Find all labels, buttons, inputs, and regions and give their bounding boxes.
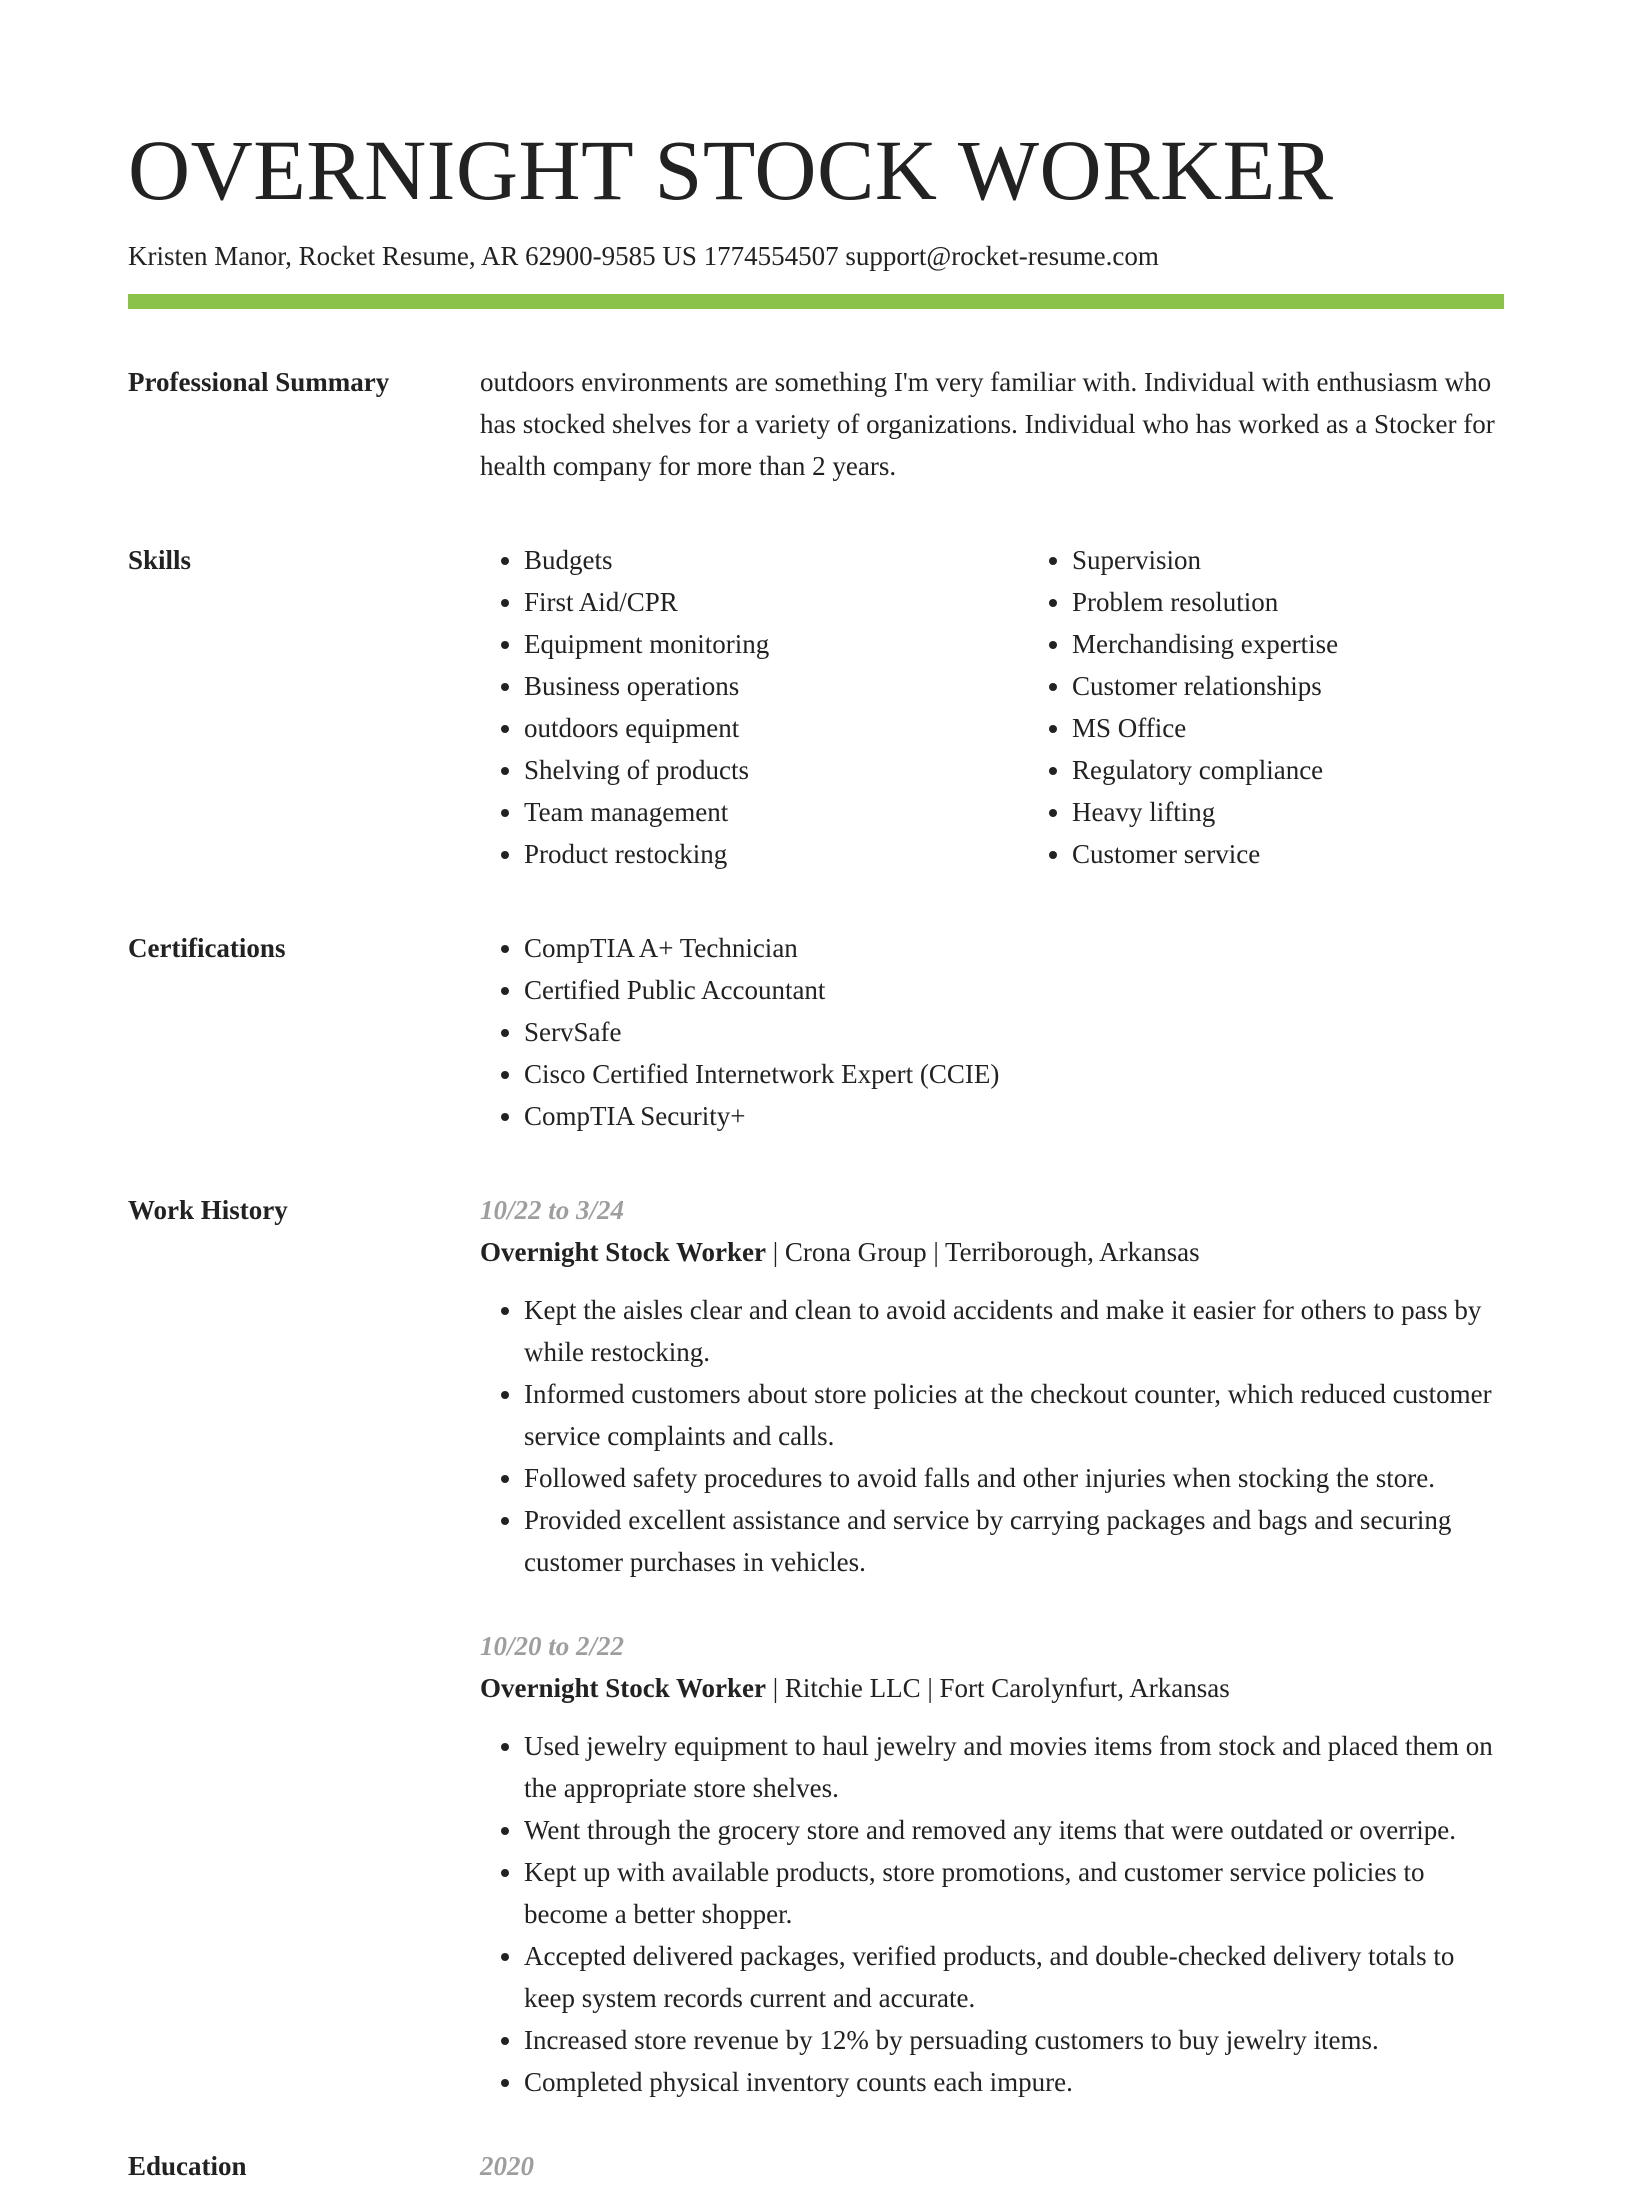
job-bullet: • Kept the aisles clear and clean to avoid accidents and make it easier for others to pass by while restocking. [524, 1289, 1504, 1373]
job-bullet: • Went through the grocery store and removed any items that were outdated or overripe. [524, 1809, 1504, 1851]
skill-item: • Equipment monitoring [524, 623, 1028, 665]
job-bullet: • Provided excellent assistance and service by carrying packages and bags and securing customer purchases in vehicles. [524, 1499, 1504, 1583]
job-bullet: • Kept up with available products, store promotions, and customer service policies to become a better shopper. [524, 1851, 1504, 1935]
job-bullet: • Accepted delivered packages, verified products, and double-checked delivery totals to keep system records current and accurate. [524, 1935, 1504, 2019]
summary-text: outdoors environments are something I'm very familiar with. Individual with enthusiasm who has stocked shelves for a variety of organizations. Individual who has worked as a Stocker for health company for more than 2 years. [480, 367, 1495, 481]
skill-item: • Product restocking [524, 833, 1028, 875]
section-label-summary: Professional Summary [128, 367, 390, 397]
education-section [128, 2145, 1504, 2187]
skills-list-left [480, 539, 1028, 875]
accent-divider [128, 294, 1504, 309]
job-entry [480, 1189, 1504, 1583]
job-bullet: • Completed physical inventory counts each impure. [524, 2061, 1504, 2103]
skill-item: • Heavy lifting [1072, 791, 1576, 833]
job-bullet: • Increased store revenue by 12% by persuading customers to buy jewelry items. [524, 2019, 1504, 2061]
skill-item: • Business operations [524, 665, 1028, 707]
education-dates: 2020 [480, 2151, 534, 2181]
skill-item: • Merchandising expertise [1072, 623, 1576, 665]
skill-item: • Team management [524, 791, 1028, 833]
summary-section [128, 361, 1504, 487]
skill-item: • Problem resolution [1072, 581, 1576, 623]
work-history-section [128, 1189, 1504, 2145]
job-dates: 10/22 to 3/24 [480, 1195, 625, 1225]
skills-list-right [1028, 539, 1576, 875]
job-dates: 10/20 to 2/22 [480, 1631, 625, 1661]
skill-item: • Shelving of products [524, 749, 1028, 791]
job-bullet: • Informed customers about store policies at the checkout counter, which reduced customer service complaints and calls. [524, 1373, 1504, 1457]
skill-item: • Budgets [524, 539, 1028, 581]
skill-item: • Customer service [1072, 833, 1576, 875]
job-entry [480, 1625, 1504, 2103]
certification-item: • CompTIA A+ Technician [524, 927, 1504, 969]
certification-item: • CompTIA Security+ [524, 1095, 1504, 1137]
skills-section [128, 539, 1504, 875]
section-label-work-history: Work History [128, 1195, 288, 1225]
skill-item: • First Aid/CPR [524, 581, 1028, 623]
section-label-education: Education [128, 2151, 247, 2181]
job-bullet: • Used jewelry equipment to haul jewelry and movies items from stock and placed them on the appropriate store shelves. [524, 1725, 1504, 1809]
job-title: Overnight Stock Worker [480, 1673, 766, 1703]
job-heading [480, 1667, 1504, 1709]
job-bullet: • Followed safety procedures to avoid falls and other injuries when stocking the store. [524, 1457, 1504, 1499]
skill-item: • Regulatory compliance [1072, 749, 1576, 791]
skill-item: • Customer relationships [1072, 665, 1576, 707]
job-employer-location: | Crona Group | Terriborough, Arkansas [766, 1237, 1200, 1267]
section-label-certifications: Certifications [128, 933, 286, 963]
certifications-list [480, 927, 1504, 1137]
resume-title: OVERNIGHT STOCK WORKER [128, 122, 1334, 218]
summary-content [480, 361, 1504, 487]
skills-content [480, 539, 1576, 875]
contact-line: Kristen Manor, Rocket Resume, AR 62900-9585 US 1774554507 support@rocket-resume.com [128, 241, 1159, 271]
certification-item: • Certified Public Accountant [524, 969, 1504, 1011]
job-employer-location: | Ritchie LLC | Fort Carolynfurt, Arkansas [766, 1673, 1230, 1703]
certifications-content [480, 927, 1504, 1137]
education-content [480, 2145, 1504, 2187]
skill-item: • outdoors equipment [524, 707, 1028, 749]
job-bullets [480, 1725, 1504, 2103]
section-label-skills: Skills [128, 545, 192, 575]
certification-item: • ServSafe [524, 1011, 1504, 1053]
certifications-section [128, 927, 1504, 1137]
job-heading [480, 1231, 1504, 1273]
certification-item: • Cisco Certified Internetwork Expert (CCIE) [524, 1053, 1504, 1095]
skill-item: • Supervision [1072, 539, 1576, 581]
skill-item: • MS Office [1072, 707, 1576, 749]
work-history-content [480, 1189, 1504, 2145]
job-bullets [480, 1289, 1504, 1583]
job-title: Overnight Stock Worker [480, 1237, 766, 1267]
